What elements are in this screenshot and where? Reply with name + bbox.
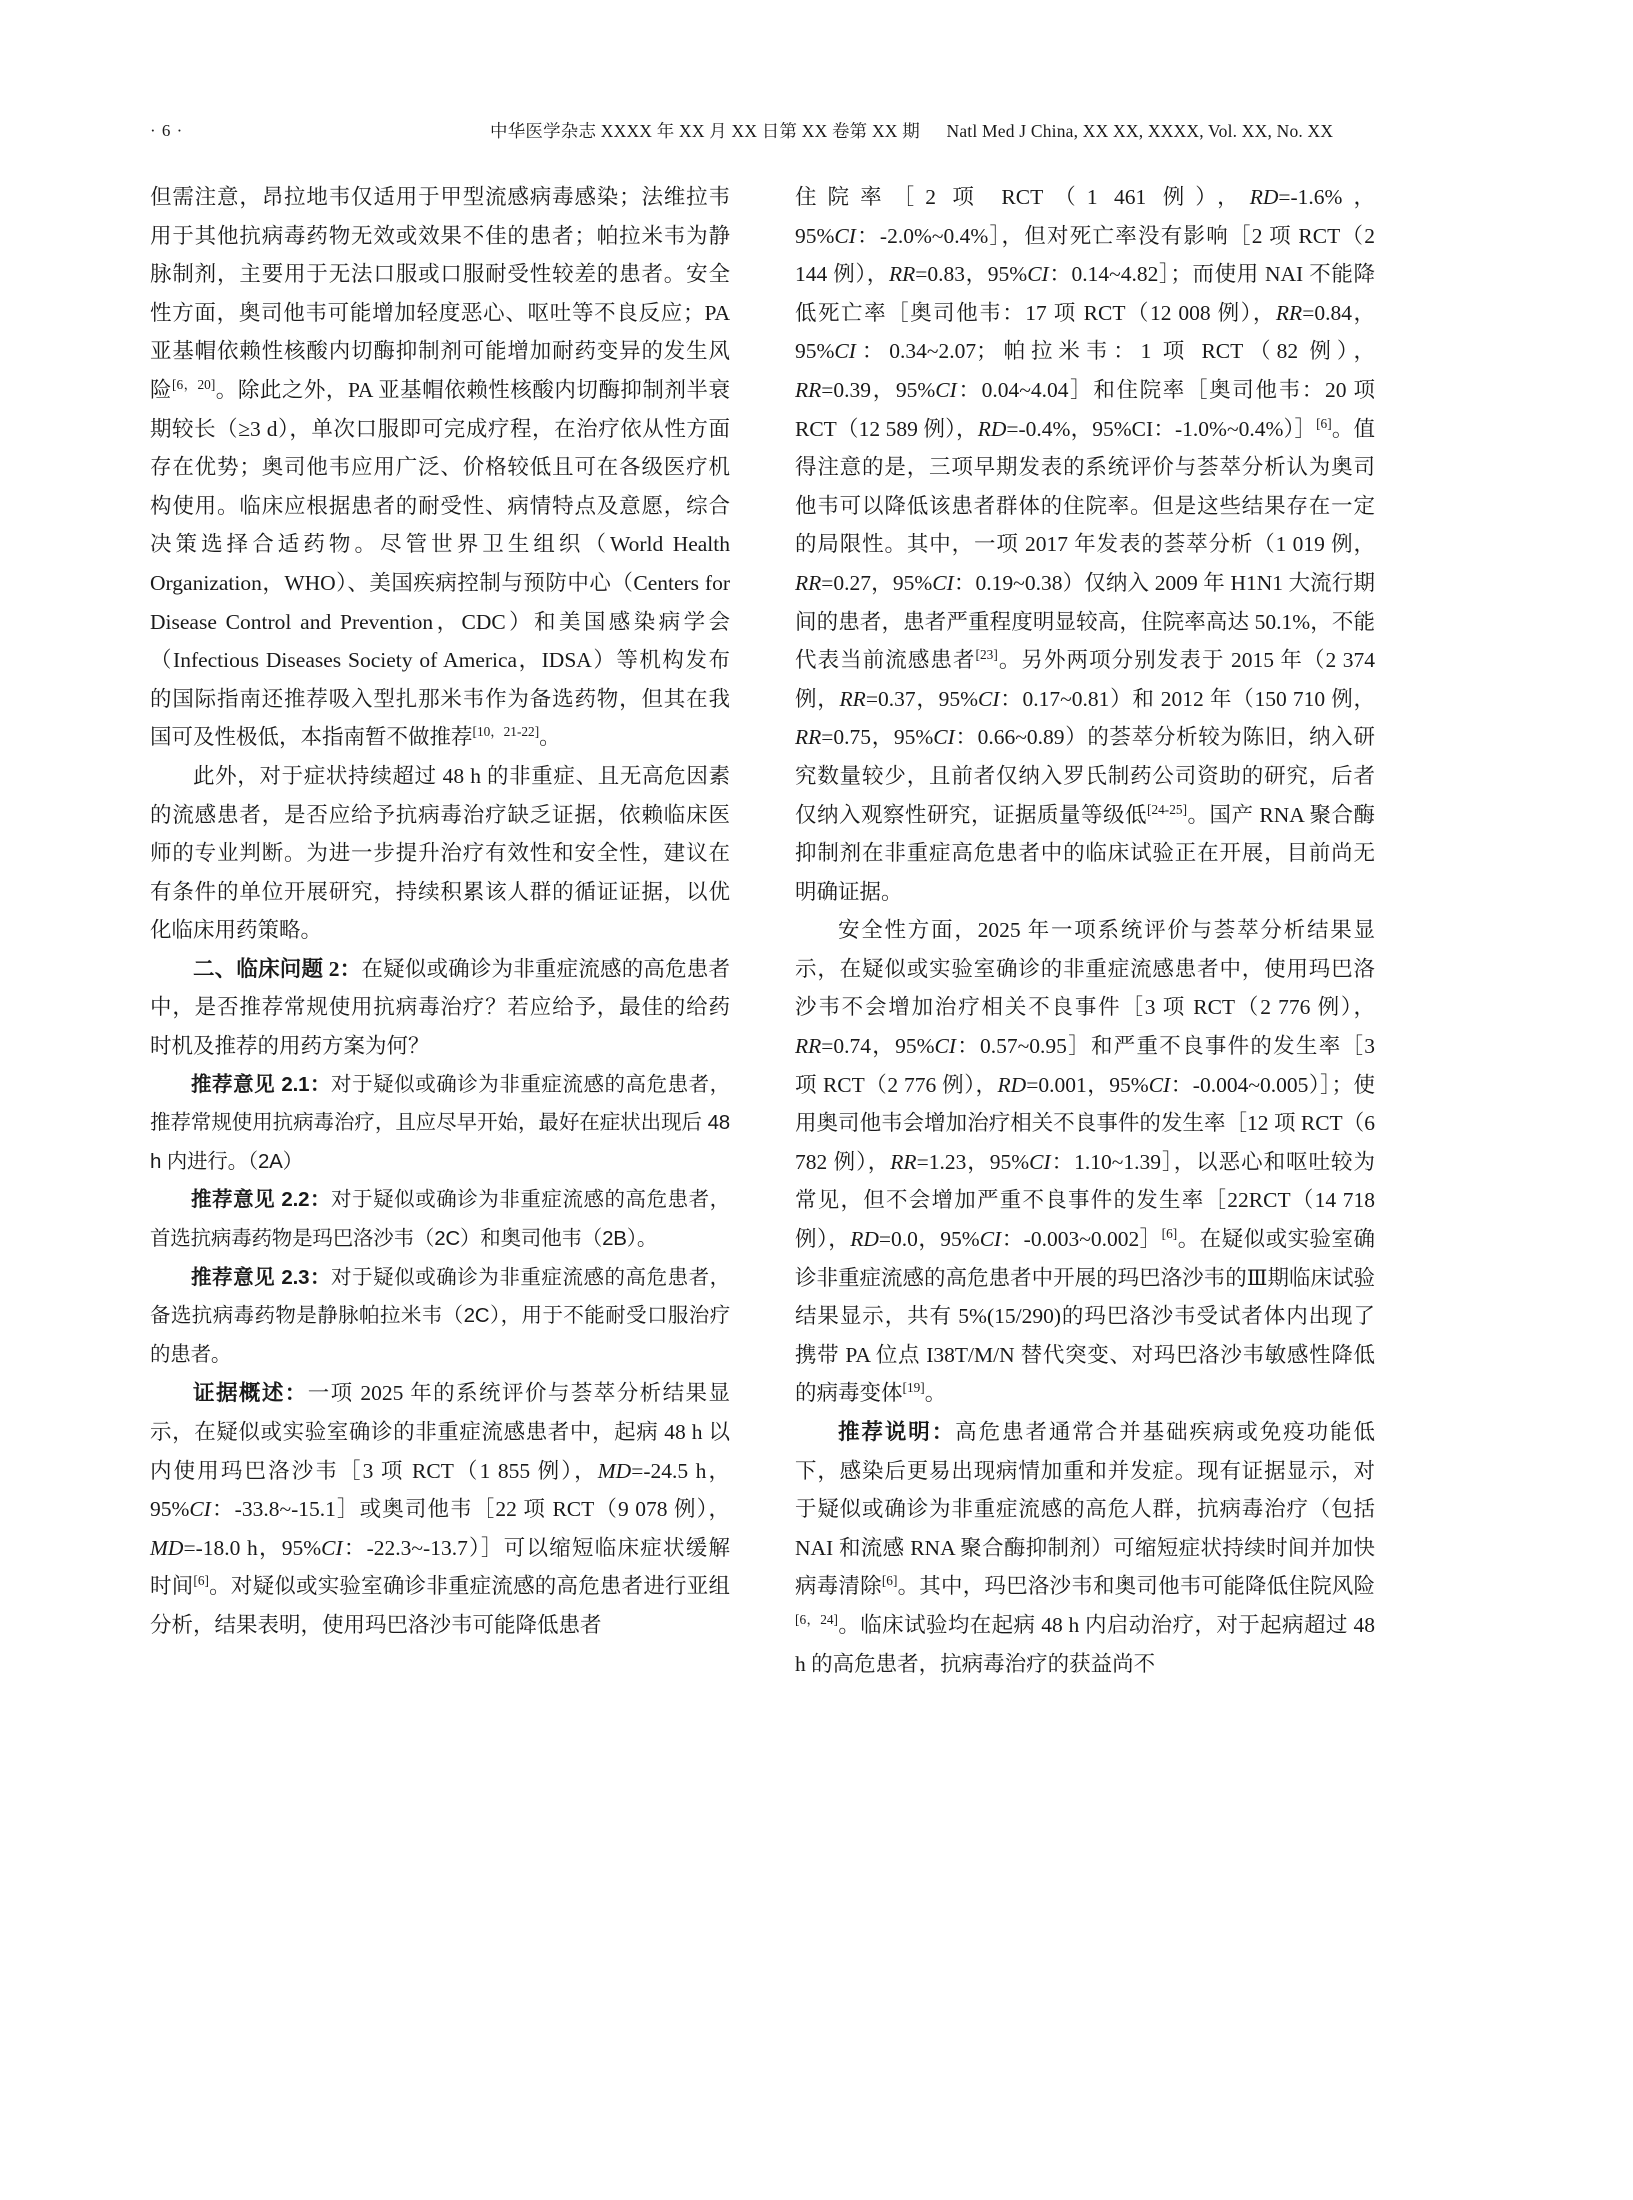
stat-label: RD xyxy=(1249,185,1279,209)
paragraph-recommendation-2-3 xyxy=(150,1259,730,1375)
text-run: ：-22.3~-13.7）］可以缩短临床症状缓解时间 xyxy=(150,1535,731,1599)
text-run: =1.23，95% xyxy=(916,1149,1030,1174)
text-run: =0.75，95% xyxy=(821,725,934,750)
stat-label: CI xyxy=(189,1497,211,1522)
text-run: 。临床试验均在起病 48 h 内启动治疗，对于起病超过 48 h 的高危患者，抗病毒治疗的获益尚不 xyxy=(795,1612,1375,1676)
evidence-summary-heading: 证据概述： xyxy=(193,1381,308,1406)
text-run: =0.37，95% xyxy=(865,686,978,711)
text-run: 。其中，玛巴洛沙韦和奥司他韦可能降低住院风险 xyxy=(897,1574,1375,1599)
stat-label: RD xyxy=(977,416,1007,441)
citation-ref: [10，21-22] xyxy=(472,724,540,740)
text-run: =-1.6%，95% xyxy=(795,185,1375,248)
stat-label: CI xyxy=(1148,1072,1171,1097)
citation-ref: [6] xyxy=(881,1573,898,1589)
text-run: ：-0.004~0.005）］；使用奥司他韦会增加治疗相关不良事件的发生率［12 项 RCT（6 782 例）， xyxy=(795,1072,1375,1174)
stat-label: CI xyxy=(834,339,856,364)
journal-header xyxy=(490,118,1333,144)
paragraph-hospitalization-mortality xyxy=(795,178,1375,911)
text-run: ：0.14~4.82］；而使用 NAI 不能降低死亡率［奥司他韦：17 项 RCT（12 008 例）， xyxy=(795,262,1375,325)
text-run: 。对疑似或实验室确诊非重症流感的高危患者进行亚组分析，结果表明，使用玛巴洛沙韦可能降低患者 xyxy=(150,1574,730,1637)
stat-label: CI xyxy=(978,686,1000,711)
text-run: =-18.0 h，95% xyxy=(183,1535,322,1560)
stat-label: CI xyxy=(934,1034,956,1059)
text-run: =0.83，95% xyxy=(915,262,1028,287)
citation-ref: [19] xyxy=(902,1380,925,1396)
stat-label: RR xyxy=(795,377,822,402)
citation-ref: [24-25] xyxy=(1147,801,1188,817)
text-run: ：0.17~0.81）和 2012 年（150 710 例， xyxy=(999,686,1375,711)
text-run: =0.84，95% xyxy=(795,300,1375,364)
stat-label: CI xyxy=(935,377,957,402)
recommendation-2-3-text: 对于疑似或确诊为非重症流感的高危患者，备选抗病毒药物是静脉帕拉米韦（2C），用于不能耐受口服治疗的患者。 xyxy=(150,1265,730,1366)
text-run: ：0.04~4.04］和住院率［奥司他韦：20 项 RCT（12 589 例）， xyxy=(795,377,1375,441)
paragraph-recommendation-2-2 xyxy=(150,1181,730,1258)
stat-label: RR xyxy=(890,1149,917,1174)
stat-label: CI xyxy=(979,1227,1002,1252)
citation-ref: [6] xyxy=(193,1573,209,1589)
text-run: ：0.19~0.38）仅纳入 2009 年 H1N1 大流行期间的患者，患者严重程度明显较高，住院率高达 50.1%，不能代表当前流感患者 xyxy=(795,570,1375,673)
stat-label: MD xyxy=(150,1535,184,1560)
stat-label: RR xyxy=(795,1034,822,1059)
text-run: =0.001，95% xyxy=(1026,1072,1149,1097)
stat-label: CI xyxy=(834,223,856,248)
running-head xyxy=(150,118,1483,144)
paragraph-recommendation-2-1 xyxy=(150,1066,730,1182)
text-run: 安全性方面，2025 年一项系统评价与荟萃分析结果显示，在疑似或实验室确诊的非重症流感患者中，使用玛巴洛沙韦不会增加治疗相关不良事件［3 项 RCT（2 776 例）， xyxy=(795,918,1375,1020)
stat-label: CI xyxy=(933,725,955,750)
paragraph-antiviral-notes xyxy=(150,178,730,757)
clinical-question-heading: 二、临床问题 2： xyxy=(193,956,362,981)
stat-label: RR xyxy=(1275,300,1303,325)
recommendation-2-2-heading: 推荐意见 2.2： xyxy=(191,1188,332,1212)
recommendation-2-1-heading: 推荐意见 2.1： xyxy=(191,1072,332,1096)
recommendation-2-3-heading: 推荐意见 2.3： xyxy=(191,1265,332,1289)
text-run: 。除此之外，PA 亚基帽依赖性核酸内切酶抑制剂半衰期较长（≥3 d），单次口服即可完成疗程，在治疗依从性方面存在优势；奥司他韦应用广泛、价格较低且可在各级医疗机构使用。临床应根据患者的耐受性、病情特点及意愿，综合决策选择合适药物。尽管世界卫生组织（World Health Organization，WHO）、美国疾病控制与预防中心（Centers for Disease Control and Prevention，CDC）和美国感染病学会（Infectious Diseases Society of America，IDSA）等机构发布的国际指南还推荐吸入型扎那米韦作为备选药物，但其在我国可及性极低，本指南暂不做推荐 xyxy=(150,377,730,750)
journal-title-en: Natl Med J China, XX XX, XXXX, Vol. XX, No. XX xyxy=(946,121,1334,141)
text-run: 。另外两项分别发表于 2015 年（2 374 例， xyxy=(795,648,1375,711)
citation-ref: [6，20] xyxy=(172,376,216,392)
text-run: 。国产 RNA 聚合酶抑制剂在非重症高危患者中的临床试验正在开展，目前尚无明确证据。 xyxy=(795,802,1375,904)
text-run: =0.39，95% xyxy=(821,377,936,402)
text-run: 住院率［2 项 RCT（1 461 例）， xyxy=(795,185,1250,209)
stat-label: RR xyxy=(795,570,822,595)
text-run: 。 xyxy=(539,725,561,750)
text-run: =0.0，95% xyxy=(878,1227,980,1252)
stat-label: RR xyxy=(888,262,916,287)
page-folio: · 6 · xyxy=(150,121,184,140)
text-run: ：-33.8~-15.1］或奥司他韦［22 项 RCT（9 078 例）， xyxy=(210,1497,730,1522)
stat-label: CI xyxy=(1027,262,1049,287)
column-left xyxy=(150,178,730,1645)
text-run: 。值得注意的是，三项早期发表的系统评价与荟萃分析认为奥司他韦可以降低该患者群体的住院率。但是这些结果存在一定的局限性。其中，一项 2017 年发表的荟萃分析（1 019 例， xyxy=(795,416,1375,557)
stat-label: RR xyxy=(839,686,866,711)
text-run: ：0.66~0.89）的荟萃分析较为陈旧，纳入研究数量较少，且前者仅纳入罗氏制药公司资助的研究，后者仅纳入观察性研究，证据质量等级低 xyxy=(795,725,1375,827)
text-run: 。 xyxy=(924,1381,947,1406)
citation-ref: [6] xyxy=(1316,415,1332,431)
column-right xyxy=(795,178,1375,1683)
text-run: 一项 2025 年的系统评价与荟萃分析结果显示，在疑似或实验室确诊的非重症流感患者中，起病 48 h 以内使用玛巴洛沙韦［3 项 RCT（1 855 例）， xyxy=(150,1381,730,1483)
stat-label: CI xyxy=(1029,1149,1051,1174)
text-run: ：0.34~2.07；帕拉米韦：1 项 RCT（82 例）， xyxy=(855,339,1375,364)
recommendation-2-1-text: 对于疑似或确诊为非重症流感的高危患者，推荐常规使用抗病毒治疗，且应尽早开始，最好在症状出现后 48 h 内进行。（2A） xyxy=(150,1072,730,1173)
stat-label: CI xyxy=(321,1535,343,1560)
text-run: ：0.57~0.95］和严重不良事件的发生率［3 项 RCT（2 776 例）， xyxy=(795,1034,1375,1097)
paragraph-safety xyxy=(795,911,1375,1413)
text-run: 但需注意，昂拉地韦仅适用于甲型流感病毒感染；法维拉韦用于其他抗病毒药物无效或效果不佳的患者；帕拉米韦为静脉制剂，主要用于无法口服或口服耐受性较差的患者。安全性方面，奥司他韦可能增加轻度恶心、呕吐等不良反应；PA 亚基帽依赖性核酸内切酶抑制剂可能增加耐药变异的发生风险 xyxy=(150,185,730,402)
paragraph-recommendation-explanation xyxy=(795,1413,1375,1683)
stat-label: RD xyxy=(850,1227,879,1252)
recommendation-explanation-heading: 推荐说明： xyxy=(838,1420,956,1444)
stat-label: MD xyxy=(597,1458,632,1483)
stat-label: CI xyxy=(932,570,954,595)
citation-ref: [6，24] xyxy=(795,1611,838,1627)
paragraph-evidence-summary xyxy=(150,1374,730,1644)
stat-label: RD xyxy=(997,1072,1027,1097)
stat-label: RR xyxy=(795,725,822,750)
citation-ref: [23] xyxy=(975,646,998,662)
text-run: =0.74，95% xyxy=(821,1034,935,1059)
paragraph-evidence-gap: 此外，对于症状持续超过 48 h 的非重症、且无高危因素的流感患者，是否应给予抗病毒治疗缺乏证据，依赖临床医师的专业判断。为进一步提升治疗有效性和安全性，建议在有条件的单位开展研究，持续积累该人群的循证证据，以优化临床用药策略。 xyxy=(150,763,730,943)
paragraph-clinical-question-2 xyxy=(150,950,730,1066)
text-run: =0.27，95% xyxy=(821,570,933,595)
journal-title-cn: 中华医学杂志 XXXX 年 XX 月 XX 日第 XX 卷第 XX 期 xyxy=(490,121,920,141)
text-run: =-24.5 h，95% xyxy=(150,1458,730,1522)
text-run: 高危患者通常合并基础疾病或免疫功能低下，感染后更易出现病情加重和并发症。现有证据显示，对于疑似或确诊为非重症流感的高危人群，抗病毒治疗（包括 NAI 和流感 RNA 聚合酶抑制剂）可缩短症状持续时间并加快病毒清除 xyxy=(795,1420,1375,1599)
text-run: ：1.10~1.39］，以恶心和呕吐较为常见，但不会增加严重不良事件的发生率［22RCT（14 718 例）， xyxy=(795,1149,1375,1252)
text-run: ：-0.003~0.002］ xyxy=(1001,1227,1162,1252)
clinical-question-text: 在疑似或确诊为非重症流感的高危患者中，是否推荐常规使用抗病毒治疗？若应给予，最佳的给药时机及推荐的用药方案为何？ xyxy=(150,956,730,1059)
text-run: ：-2.0%~0.4%］，但对死亡率没有影响［2 项 RCT（2 144 例）， xyxy=(795,223,1375,287)
citation-ref: [6] xyxy=(1161,1225,1178,1241)
text-run: =-0.4%，95%CI：-1.0%~0.4%）］ xyxy=(1006,416,1317,441)
recommendation-2-2-text: 对于疑似或确诊为非重症流感的高危患者，首选抗病毒药物是玛巴洛沙韦（2C）和奥司他韦（2B）。 xyxy=(150,1188,730,1251)
text-run: 。在疑似或实验室确诊非重症流感的高危患者中开展的玛巴洛沙韦的Ⅲ期临床试验结果显示，共有 5%(15/290)的玛巴洛沙韦受试者体内出现了携带 PA 位点 I38T/M/N 替代突变、对玛巴洛沙韦敏感性降低的病毒变体 xyxy=(795,1227,1375,1406)
